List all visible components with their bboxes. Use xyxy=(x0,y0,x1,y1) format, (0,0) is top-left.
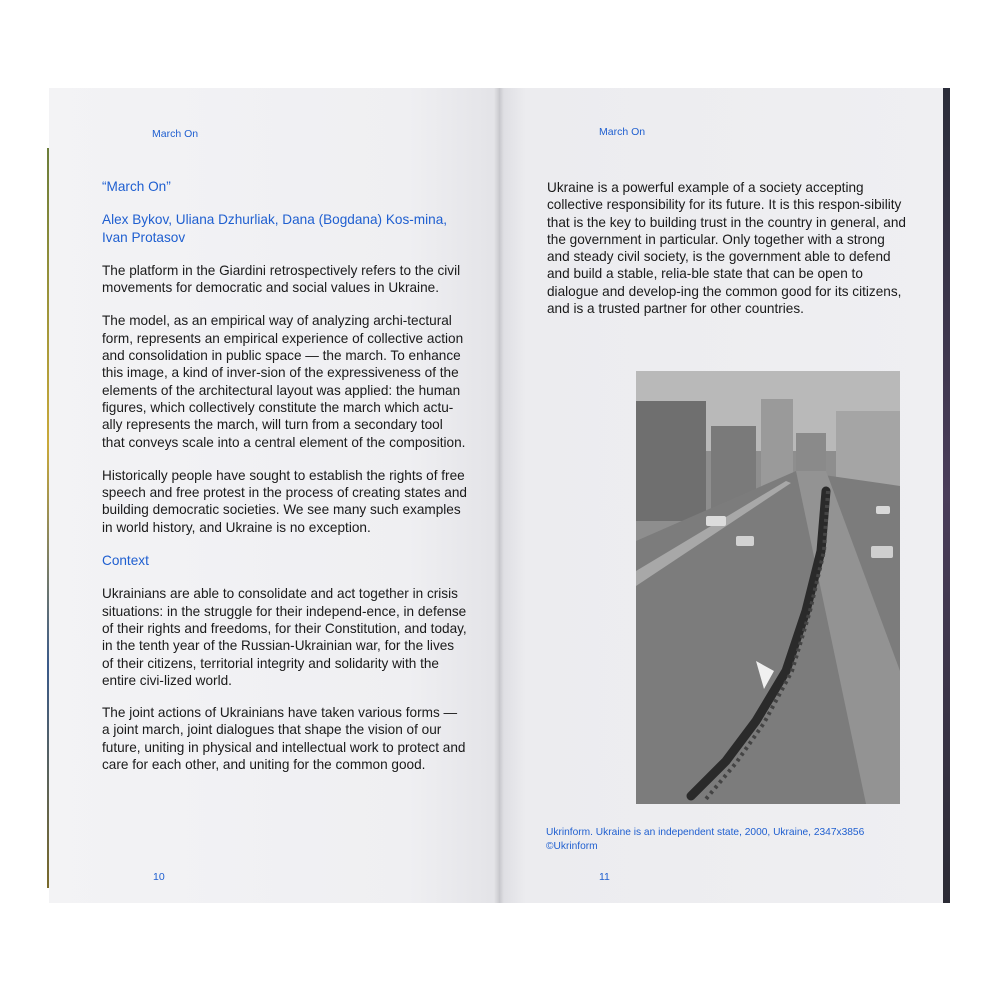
running-head-left: March On xyxy=(152,128,199,140)
context-paragraph-1: Ukrainians are able to consolidate and act together in crisis situations: in the struggle for their independ-ence, in defense of their rights and freedoms, for their Constitution, and today, in the tenth year of the Russian-Ukrainian war, for the lives of their citizens, territorial integrity and solidarity with the entire civi-lized world. xyxy=(102,586,467,688)
booklet-gutter xyxy=(494,88,504,903)
right-page xyxy=(499,88,943,903)
paragraph-3: Historically people have sought to establish the rights of free speech and free protest in the process of creating states and building democratic societies. We see many such examples in world history, and Ukraine is no exception. xyxy=(102,467,467,535)
march-photo-illustration xyxy=(636,371,900,804)
essay-authors: Alex Bykov, Uliana Dzhurliak, Dana (Bogdana) Kos-mina, Ivan Protasov xyxy=(102,212,448,245)
essay-title: “March On” xyxy=(102,179,171,194)
left-page xyxy=(49,88,499,903)
context-paragraph-2: The joint actions of Ukrainians have taken various forms — a joint march, joint dialogues that shape the vision of our future, uniting in physical and intellectual work to protect and care for each other, and uniting for the common good. xyxy=(102,705,466,773)
paragraph-1: The platform in the Giardini retrospectively refers to the civil movements for democratic and social values in Ukraine. xyxy=(102,262,461,296)
booklet-right-edge xyxy=(943,88,950,903)
caption-line-2: ©Ukrinform xyxy=(546,841,598,852)
photo-caption xyxy=(546,826,864,854)
left-text-column xyxy=(102,178,467,789)
paragraph-2: The model, as an empirical way of analyzing archi-tectural form, represents an empirical experience of collective action and consolidation in public space — the march. To enhance this image, a kind of inver-sion of the expressiveness of the elements of the architectural layout was applied: the human figures, which collectively constitute the march which actu-ally represents the march, will turn from a secondary tool that conveys scale into a central element of the composition. xyxy=(102,313,466,450)
right-paragraph: Ukraine is a powerful example of a society accepting collective responsibility for its future. It is this respon-sibility that is the key to building trust in the country in general, and the government in particular. Only together with a strong and steady civil society, is the government able to defend and build a stable, relia-ble state that can be open to dialogue and develop-ing the common good for its citizens, and is a trusted partner for other countries. xyxy=(547,180,906,317)
page-number-right: 11 xyxy=(599,871,610,883)
open-booklet xyxy=(47,88,950,903)
right-text-column xyxy=(547,179,907,333)
caption-line-1: Ukrinform. Ukraine is an independent state, 2000, Ukraine, 2347x3856 xyxy=(546,827,865,838)
page-number-left: 10 xyxy=(153,871,165,883)
context-heading: Context xyxy=(102,553,149,569)
running-head-right: March On xyxy=(599,126,646,138)
march-photo xyxy=(636,371,900,804)
